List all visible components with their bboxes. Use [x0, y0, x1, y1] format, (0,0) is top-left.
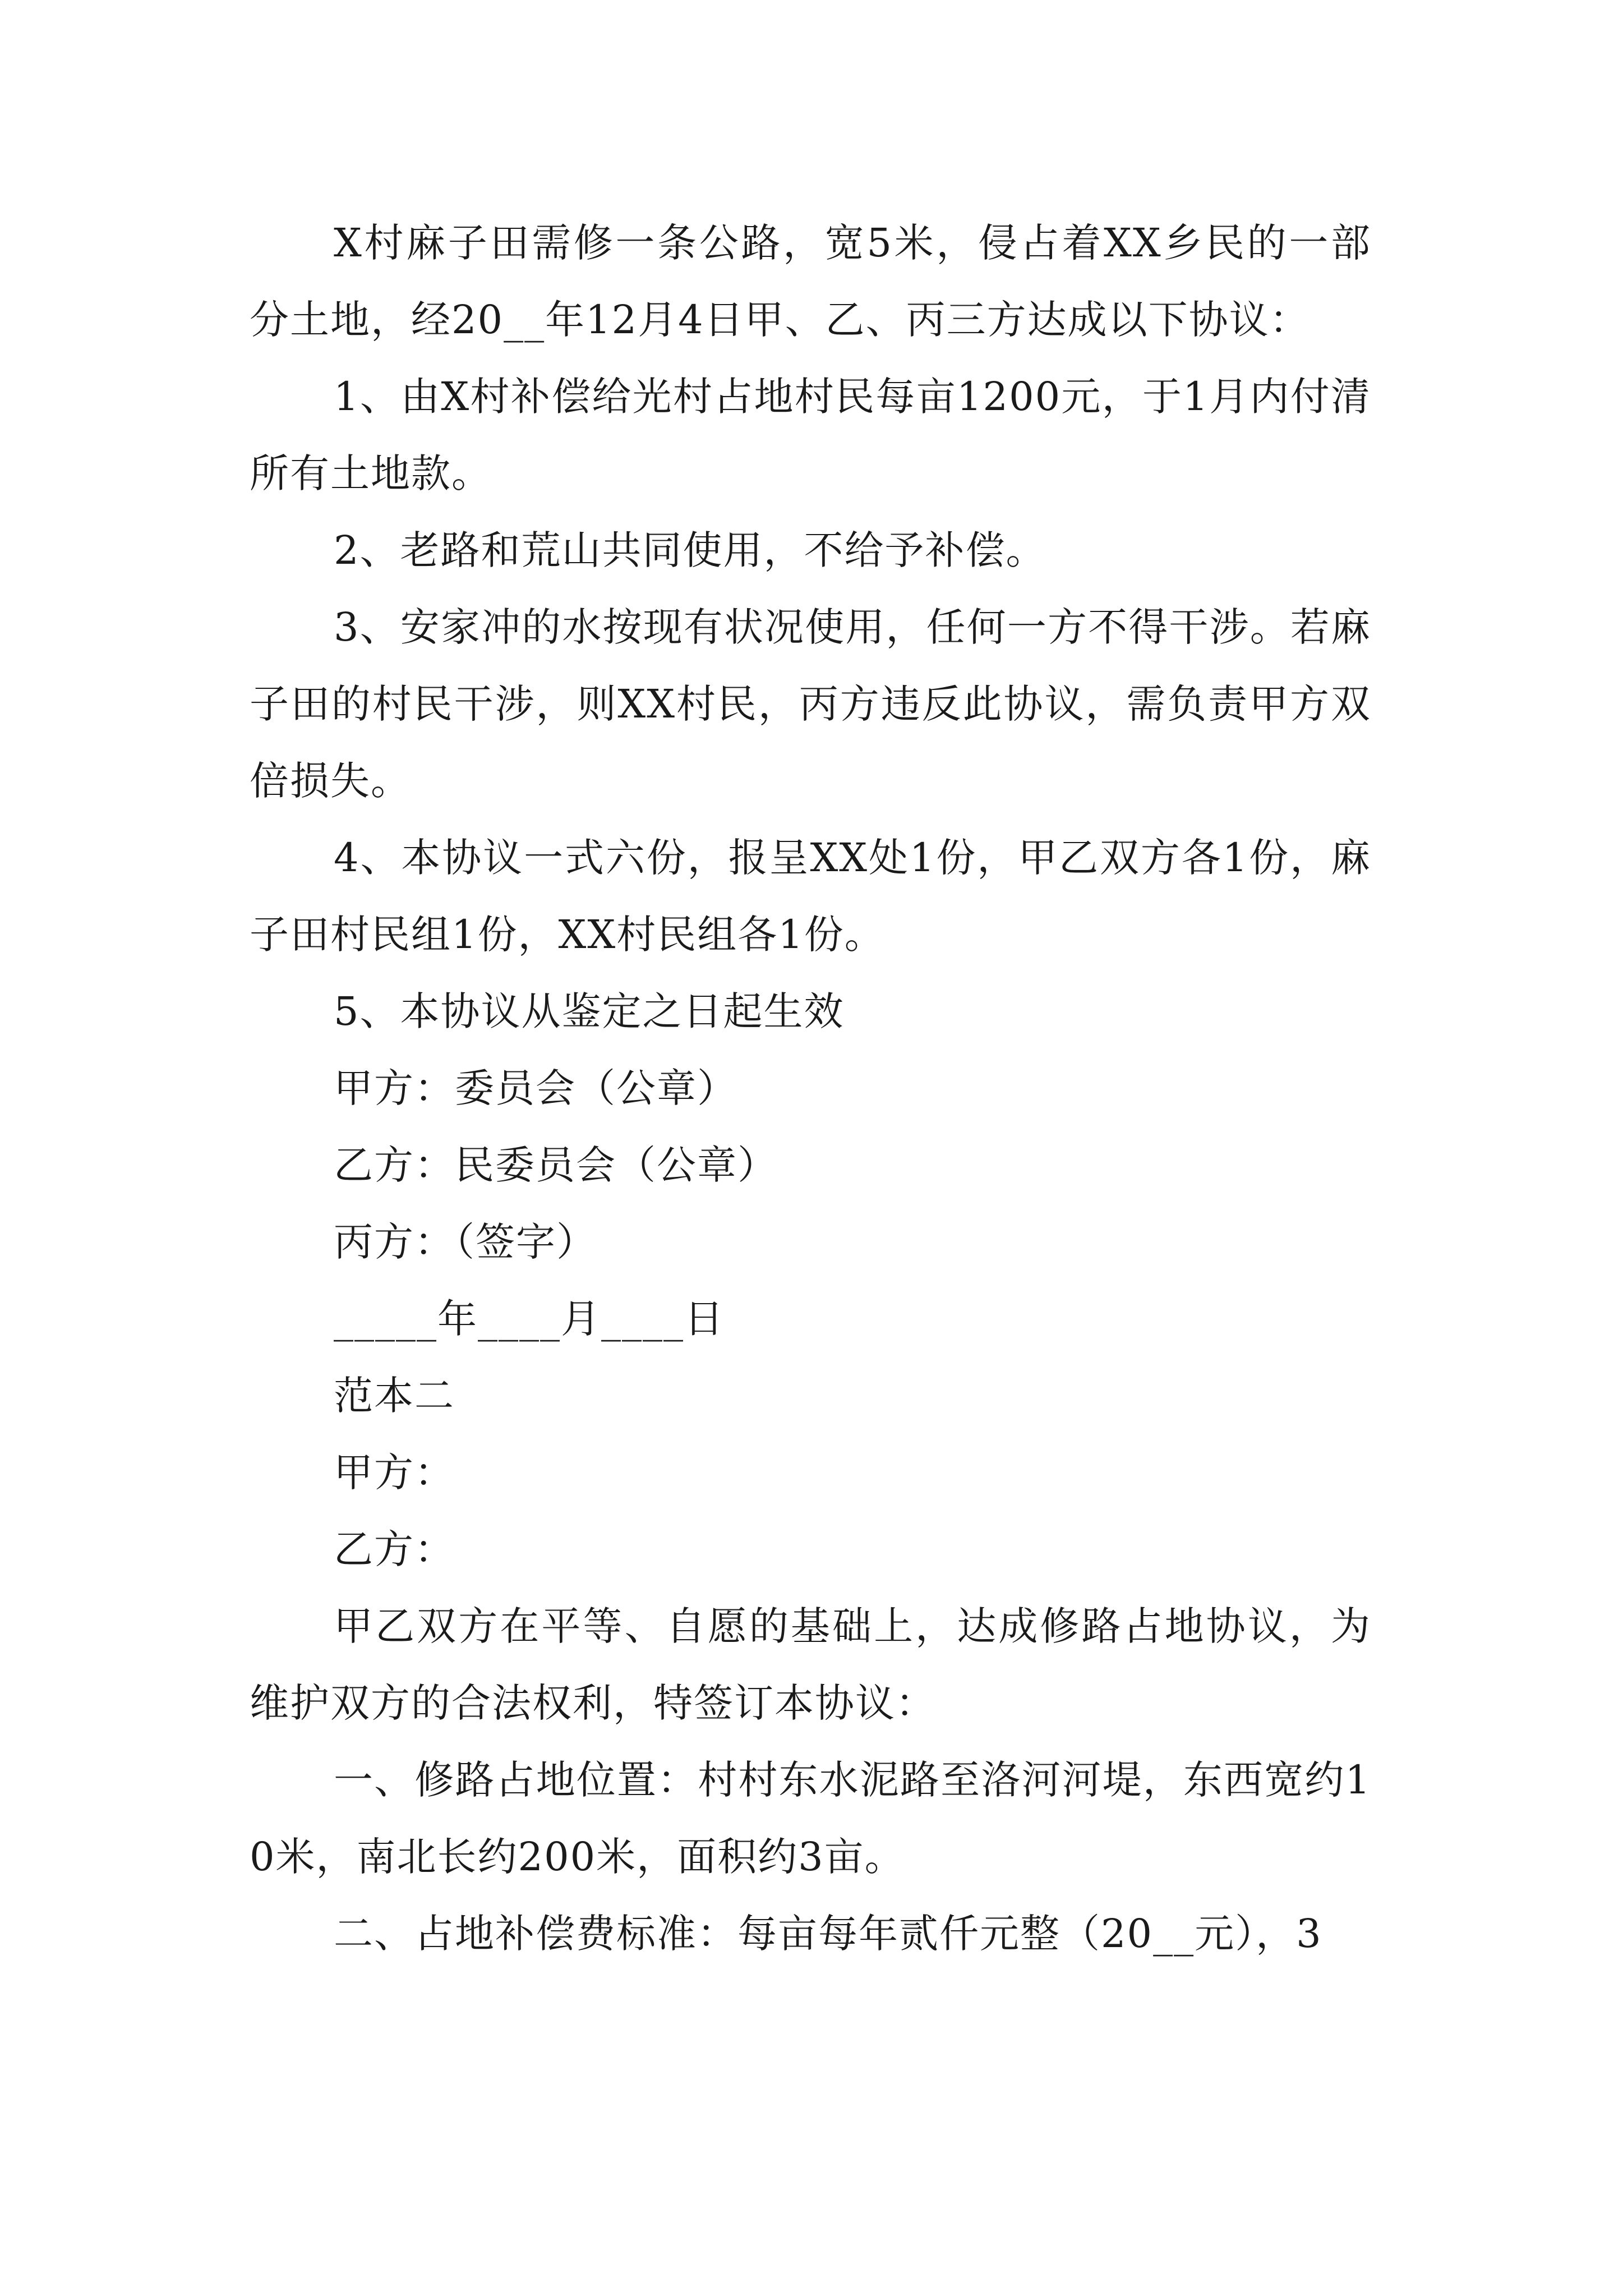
paragraph-item-4: 4、本协议一式六份，报呈XX处1份，甲乙双方各1份，麻子田村民组1份，XX村民组各1份。 — [250, 835, 1371, 958]
date-line: _____年____月____日 — [334, 1296, 725, 1342]
section-heading-template-2: 范本二 — [334, 1373, 455, 1419]
paragraph-item-1: 1、由X村补偿给光村占地村民每亩1200元，于1月内付清所有土地款。 — [250, 374, 1371, 496]
paragraph-template-2-item-1: 一、修路占地位置：村村东水泥路至洛河河堤，东西宽约10米，南北长约200米，面积约3亩。 — [250, 1757, 1371, 1880]
paragraph-item-5: 5、本协议从鉴定之日起生效 — [334, 988, 845, 1034]
paragraph-template-2-item-2: 二、占地补偿费标准：每亩每年贰仟元整（20__元），3 — [334, 1911, 1322, 1957]
party-a-label: 甲方： — [334, 1450, 455, 1496]
party-a-seal: 甲方：委员会（公章） — [334, 1065, 737, 1111]
paragraph-item-3: 3、安家冲的水按现有状况使用，任何一方不得干涉。若麻子田的村民干涉，则XX村民，丙方违反此协议，需负责甲方双倍损失。 — [250, 604, 1371, 804]
document-body — [250, 205, 1371, 1972]
paragraph-intro: X村麻子田需修一条公路，宽5米，侵占着XX乡民的一部分土地，经20__年12月4日甲、乙、丙三方达成以下协议： — [250, 220, 1371, 343]
party-c-signature: 丙方：（签字） — [334, 1219, 597, 1265]
party-b-seal: 乙方：民委员会（公章） — [334, 1142, 778, 1188]
paragraph-template-2-intro: 甲乙双方在平等、自愿的基础上，达成修路占地协议，为维护双方的合法权利，特签订本协议： — [250, 1603, 1371, 1726]
paragraph-item-2: 2、老路和荒山共同使用，不给予补偿。 — [334, 527, 1046, 573]
party-b-label: 乙方： — [334, 1526, 455, 1572]
